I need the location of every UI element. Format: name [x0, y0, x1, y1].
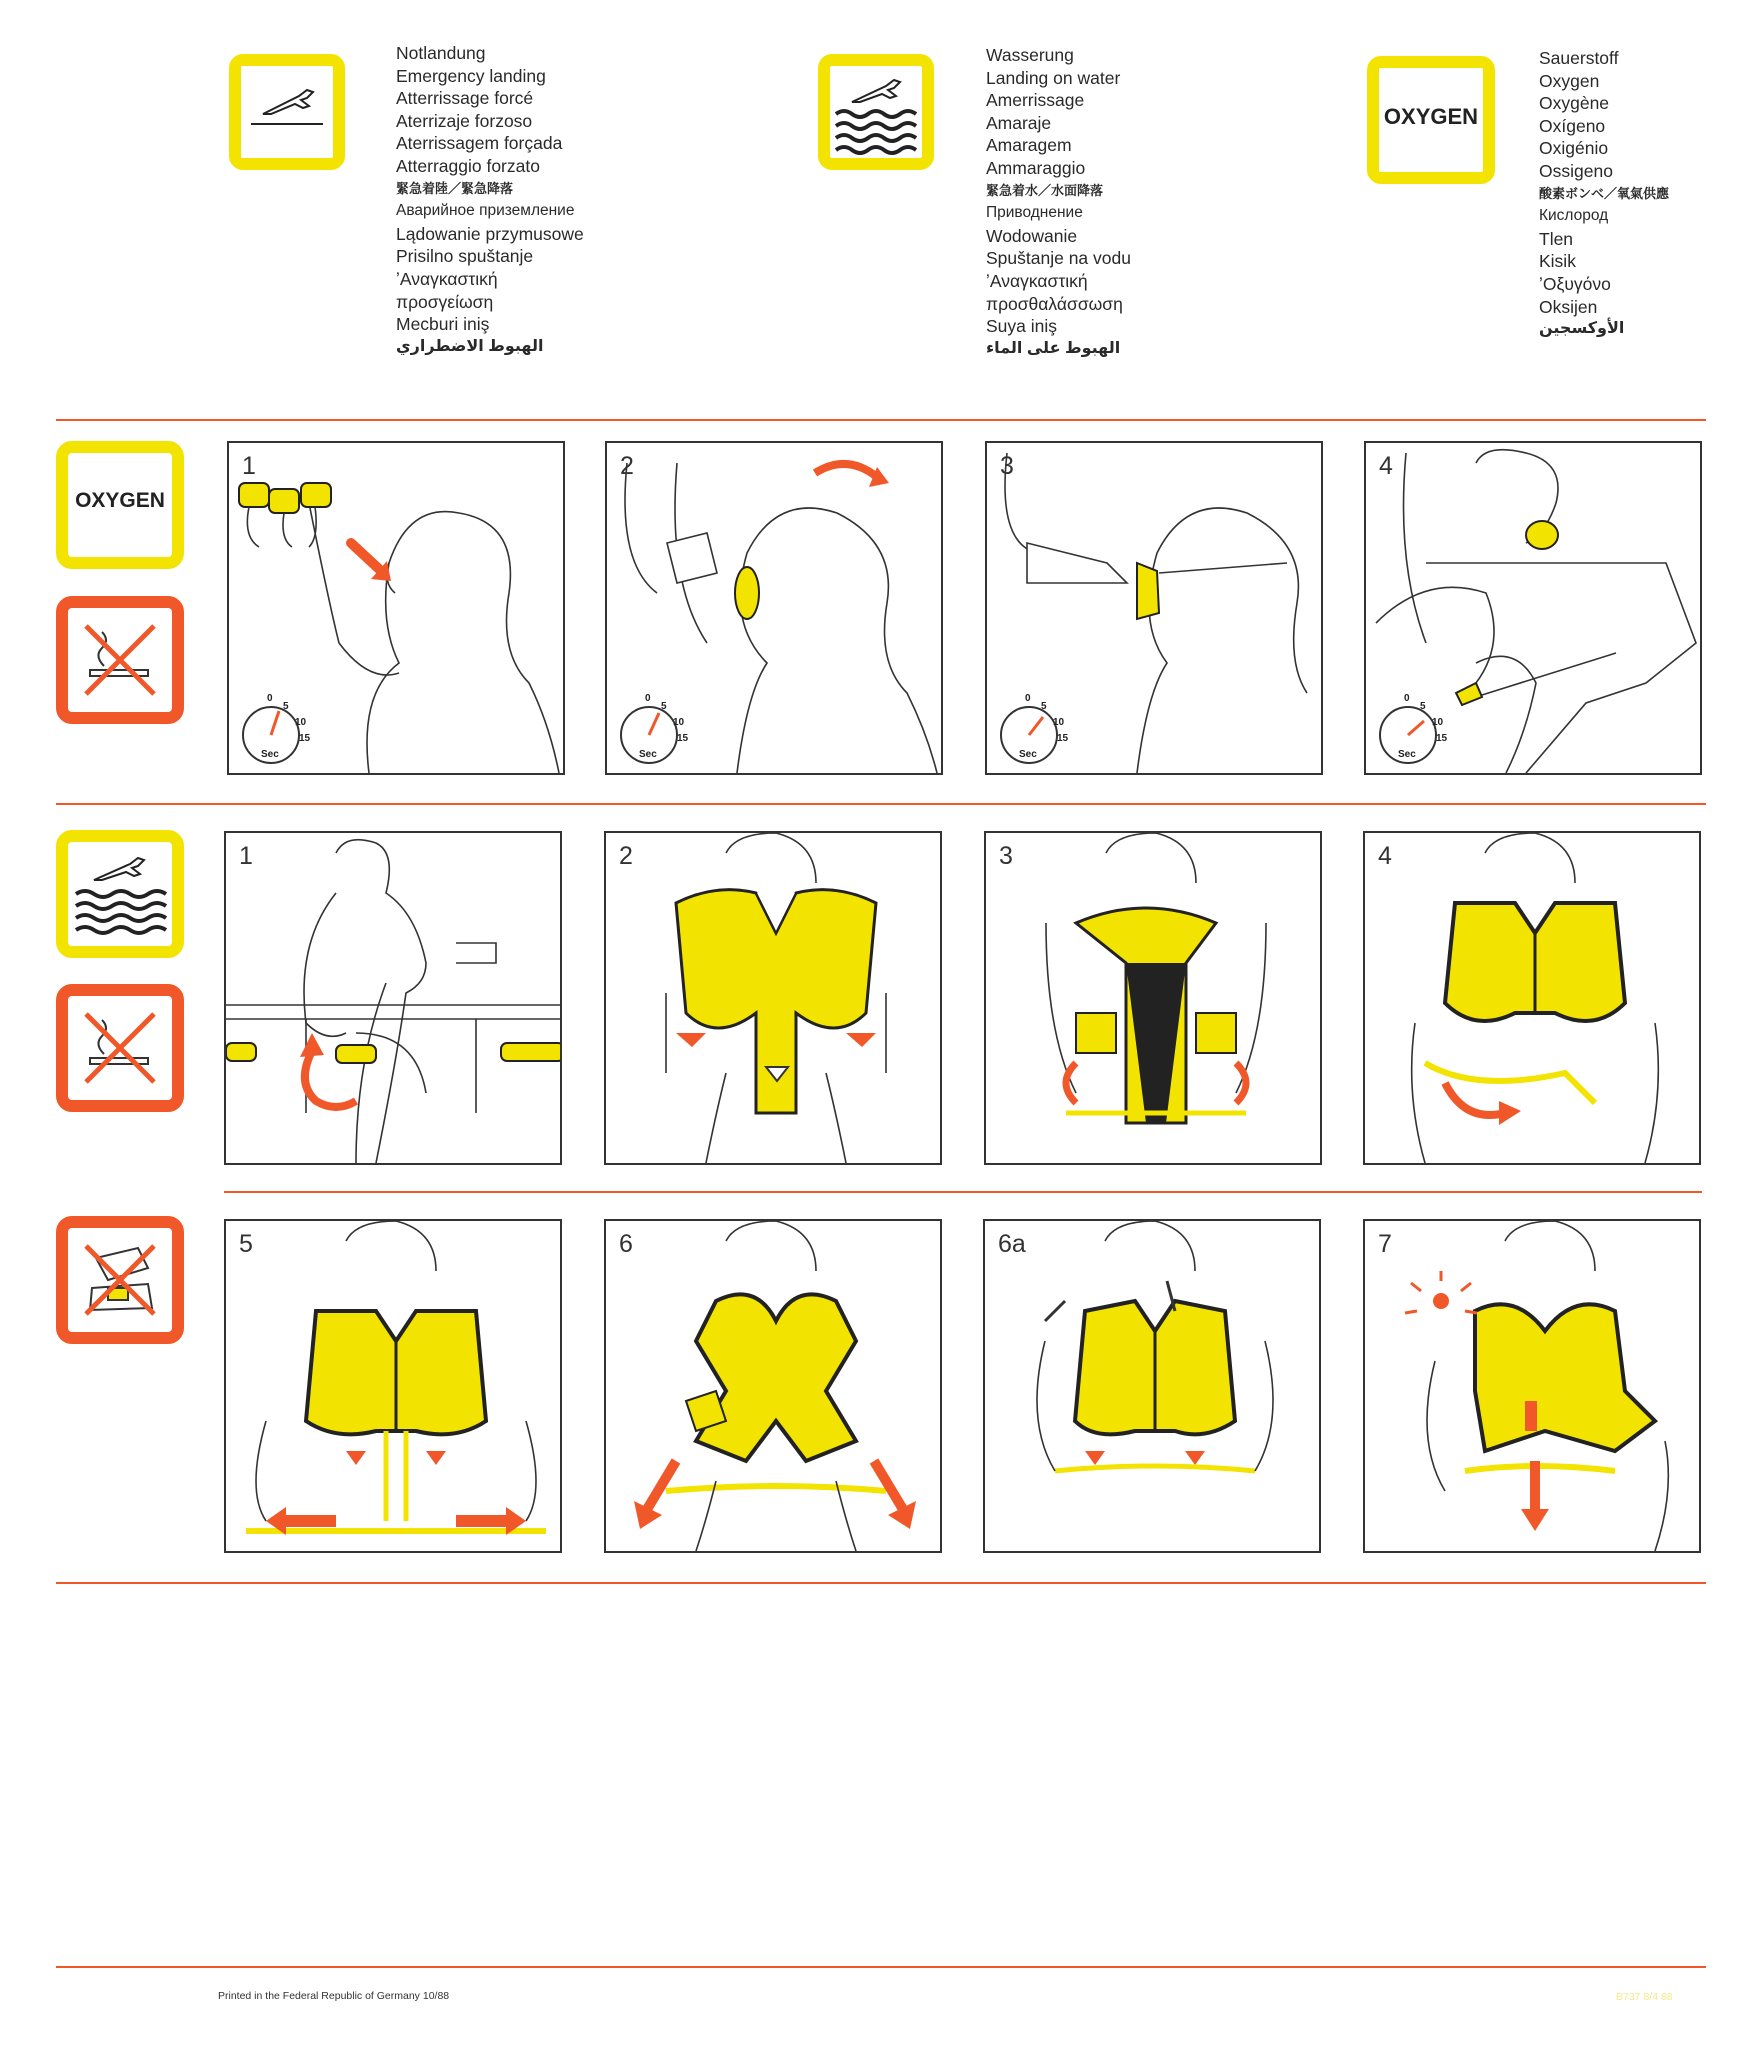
- label: ʼΟξυγόνο: [1539, 273, 1611, 294]
- step-number: 2: [619, 842, 633, 870]
- label: 酸素ボンベ／氧氣供應: [1539, 185, 1670, 201]
- life-vest-step-panel: [1363, 1219, 1701, 1553]
- label: Amaraje: [986, 112, 1052, 133]
- oxygen-labels: [1539, 47, 1669, 341]
- label: Aterrissagem forçada: [396, 133, 563, 154]
- timer-tick: 5: [1420, 701, 1426, 712]
- step-number: 7: [1378, 1230, 1392, 1258]
- timer-tick: 5: [661, 701, 667, 712]
- oxygen-side-text: OXYGEN: [75, 489, 165, 512]
- oxygen-legend-icon: [1367, 56, 1495, 184]
- label: Amerrissage: [986, 90, 1085, 111]
- step-number: 3: [1000, 452, 1014, 480]
- life-vest-step-panel: [604, 831, 942, 1165]
- label: Oxygen: [1539, 70, 1600, 91]
- timer-tick: 15: [677, 733, 689, 744]
- label: Aterrizaje forzoso: [396, 110, 533, 131]
- divider: [56, 803, 1706, 805]
- life-vest-step-panel: [604, 1219, 942, 1553]
- divider: [56, 1966, 1706, 1968]
- label: προσγείωση: [396, 291, 494, 312]
- timer-tick: 0: [267, 693, 273, 704]
- life-vest-inflate-pull-illustration: [606, 1221, 942, 1553]
- oxygen-step-panel: [985, 441, 1323, 775]
- timer-tick: 0: [1404, 693, 1410, 704]
- label: Lądowanie przymusowe: [396, 223, 584, 244]
- timer-tick: 10: [1432, 717, 1444, 728]
- water-landing-labels: [986, 44, 1131, 360]
- water-landing-icon: [818, 54, 934, 170]
- timer-tick: 10: [295, 717, 307, 728]
- emergency-landing-labels: [396, 42, 584, 358]
- label: Oksijen: [1539, 296, 1598, 317]
- label: Amaragem: [986, 135, 1072, 156]
- oxygen-step-panel: [227, 441, 565, 775]
- label: Sauerstoff: [1539, 48, 1619, 68]
- life-vest-step-panel: [983, 1219, 1321, 1553]
- label: Spuštanje na vodu: [986, 248, 1131, 269]
- label: Suya iniş: [986, 316, 1058, 337]
- label: Mecburi iniş: [396, 314, 490, 335]
- label: Ammaraggio: [986, 157, 1086, 178]
- label: προσθαλάσσωση: [986, 293, 1123, 314]
- step-number: 4: [1378, 842, 1392, 870]
- label: Аварийное приземление: [396, 202, 575, 220]
- label: ʼΑναγκαστική: [986, 270, 1088, 291]
- label: Prisilno spuštanje: [396, 246, 534, 267]
- emergency-landing-icon: [229, 54, 345, 170]
- label: الهبوط على الماء: [986, 339, 1121, 357]
- label: Notlandung: [396, 43, 486, 63]
- timer-tick: 5: [283, 701, 289, 712]
- life-vest-step-panel: [224, 831, 562, 1165]
- timer-label: Sec: [1398, 749, 1416, 760]
- timer-tick: 5: [1041, 701, 1047, 712]
- life-vest-light-whistle-illustration: [1365, 1221, 1701, 1553]
- step-number: 1: [239, 842, 253, 870]
- timer-label: Sec: [639, 749, 657, 760]
- timer-label: Sec: [261, 749, 279, 760]
- oxygen-side-icon: [56, 441, 184, 569]
- no-seat-vest-icon: [68, 1228, 172, 1332]
- timer-tick: 15: [1436, 733, 1448, 744]
- no-inflate-in-seat-icon: [56, 1216, 184, 1344]
- timer-tick: 10: [673, 717, 685, 728]
- print-code: B737 8/4 88: [1616, 1991, 1673, 2003]
- oxygen-step-panel: [605, 441, 943, 775]
- no-smoking-sign-icon: [68, 608, 172, 712]
- label: Wodowanie: [986, 225, 1078, 246]
- step-number: 6: [619, 1230, 633, 1258]
- step-number: 2: [620, 452, 634, 480]
- timer-tick: 0: [1025, 693, 1031, 704]
- life-vest-retrieve-illustration: [226, 833, 562, 1165]
- label: Emergency landing: [396, 65, 546, 86]
- label: 緊急着陸／緊急降落: [396, 180, 514, 196]
- label: Kisik: [1539, 251, 1576, 272]
- label: Oxygène: [1539, 93, 1610, 114]
- label: Landing on water: [986, 67, 1121, 88]
- airplane-landing-icon: [241, 66, 333, 158]
- life-vest-tighten-straps-illustration: [226, 1221, 562, 1553]
- label: Ossigeno: [1539, 160, 1613, 181]
- no-smoking-icon: [56, 984, 184, 1112]
- label: Кислород: [1539, 207, 1609, 225]
- step-number: 6a: [998, 1230, 1026, 1258]
- divider: [56, 1582, 1706, 1584]
- step-number: 3: [999, 842, 1013, 870]
- life-vest-over-head-illustration: [606, 833, 942, 1165]
- no-smoking-icon: [56, 596, 184, 724]
- divider: [224, 1191, 1702, 1193]
- timer-tick: 15: [1057, 733, 1069, 744]
- life-vest-back-view-illustration: [986, 833, 1322, 1165]
- label: Oxígeno: [1539, 115, 1606, 136]
- timer-tick: 15: [299, 733, 311, 744]
- life-vest-mouth-inflate-illustration: [985, 1221, 1321, 1553]
- no-smoking-sign-icon: [68, 996, 172, 1100]
- label: Tlen: [1539, 228, 1574, 249]
- step-number: 5: [239, 1230, 253, 1258]
- label: Atterraggio forzato: [396, 155, 540, 176]
- step-number: 1: [242, 452, 256, 480]
- life-vest-step-panel: [984, 831, 1322, 1165]
- label: الهبوط الاضطراري: [396, 337, 544, 355]
- timer-tick: 0: [645, 693, 651, 704]
- label: الأوكسجين: [1539, 320, 1625, 338]
- life-vest-step-panel: [224, 1219, 562, 1553]
- step-number: 4: [1379, 452, 1393, 480]
- label: 緊急着水／水面降落: [986, 182, 1104, 198]
- printed-note: Printed in the Federal Republic of Germany 10/88: [218, 1990, 450, 2002]
- label: Wasserung: [986, 45, 1074, 65]
- life-vest-strap-illustration: [1365, 833, 1701, 1165]
- timer-tick: 10: [1053, 717, 1065, 728]
- divider: [56, 419, 1706, 421]
- life-vest-step-panel: [1363, 831, 1701, 1165]
- label: Atterrissage forcé: [396, 88, 534, 109]
- oxygen-icon-text: OXYGEN: [1383, 104, 1479, 129]
- airplane-water-landing-icon: [68, 842, 172, 946]
- label: ʼΑναγκαστική: [396, 268, 498, 289]
- label: Oxigénio: [1539, 138, 1609, 159]
- airplane-water-landing-icon: [830, 66, 922, 158]
- label: Приводнение: [986, 204, 1083, 222]
- oxygen-step-panel: [1364, 441, 1702, 775]
- water-landing-side-icon: [56, 830, 184, 958]
- timer-label: Sec: [1019, 749, 1037, 760]
